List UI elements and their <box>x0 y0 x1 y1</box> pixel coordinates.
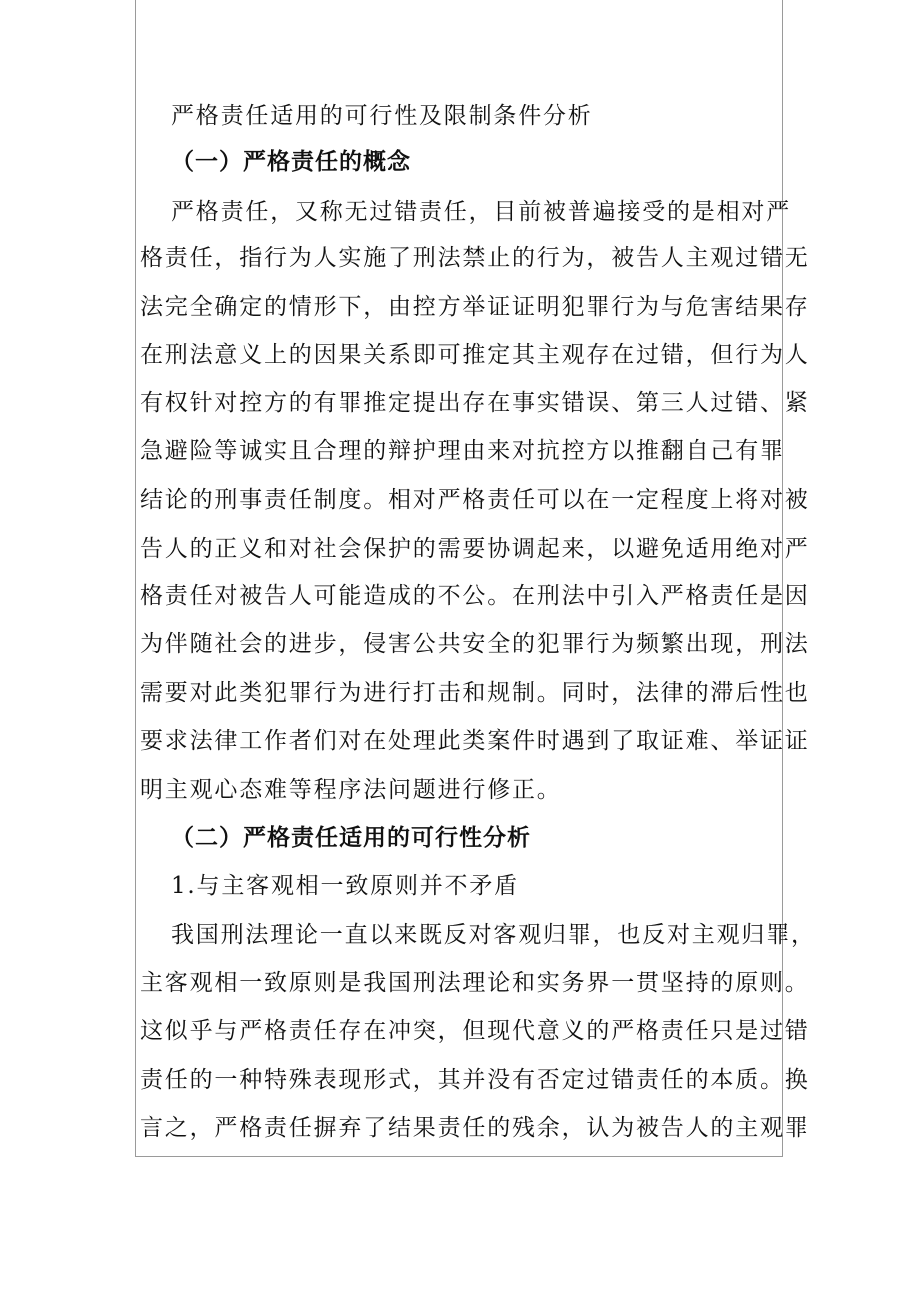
section-heading-1: （一）严格责任的概念 <box>171 148 411 175</box>
paragraph-line: 有权针对控方的有罪推定提出存在事实错误、第三人过错、紧 <box>140 390 810 416</box>
paragraph-line: 法完全确定的情形下，由控方举证证明犯罪行为与危害结果存 <box>140 294 810 320</box>
paragraph-line: 言之，严格责任摒弃了结果责任的残余，认为被告人的主观罪 <box>140 1115 810 1141</box>
paragraph-line: 这似乎与严格责任存在冲突，但现代意义的严格责任只是过错 <box>140 1018 810 1044</box>
section-heading-2: （二）严格责任适用的可行性分析 <box>171 824 531 851</box>
paragraph-line: 为伴随社会的进步，侵害公共安全的犯罪行为频繁出现，刑法 <box>140 631 810 657</box>
subsection-heading: 1.与主客观相一致原则并不矛盾 <box>171 873 519 899</box>
paragraph-line: 我国刑法理论一直以来既反对客观归罪，也反对主观归罪， <box>171 922 816 948</box>
paragraph-line: 结论的刑事责任制度。相对严格责任可以在一定程度上将对被 <box>140 487 810 513</box>
paragraph-line: 严格责任，又称无过错责任，目前被普遍接受的是相对严 <box>171 199 791 225</box>
paragraph-line: 格责任，指行为人实施了刑法禁止的行为，被告人主观过错无 <box>140 245 810 271</box>
document-title: 严格责任适用的可行性及限制条件分析 <box>171 103 593 129</box>
paragraph-line: 需要对此类犯罪行为进行打击和规制。同时，法律的滞后性也 <box>140 680 810 706</box>
paragraph-line: 在刑法意义上的因果关系即可推定其主观存在过错，但行为人 <box>140 342 810 368</box>
paragraph-line: 明主观心态难等程序法问题进行修正。 <box>140 777 562 803</box>
paragraph-line: 告人的正义和对社会保护的需要协调起来，以避免适用绝对严 <box>140 536 810 562</box>
paragraph-line: 格责任对被告人可能造成的不公。在刑法中引入严格责任是因 <box>140 583 810 609</box>
paragraph-line: 责任的一种特殊表现形式，其并没有否定过错责任的本质。换 <box>140 1067 810 1093</box>
paragraph-line: 主客观相一致原则是我国刑法理论和实务界一贯坚持的原则。 <box>140 970 810 996</box>
paragraph-line: 要求法律工作者们对在处理此类案件时遇到了取证难、举证证 <box>140 728 810 754</box>
paragraph-line: 急避险等诚实且合理的辩护理由来对抗控方以推翻自己有罪 <box>140 438 785 464</box>
